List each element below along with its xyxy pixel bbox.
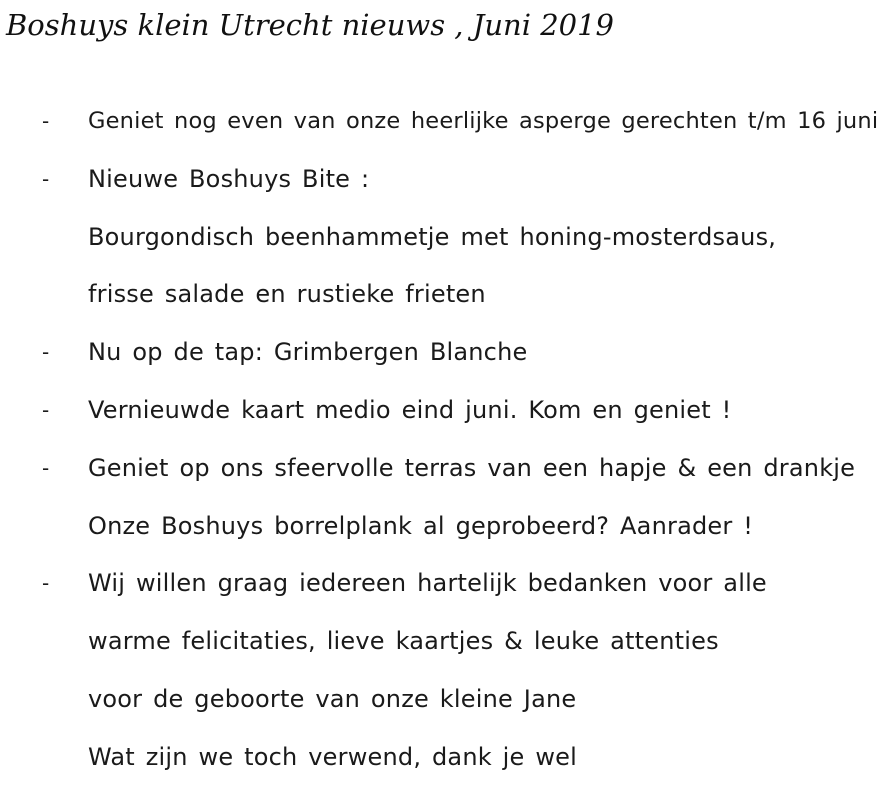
news-line-text: Bourgondisch beenhammetje met honing-mosterdsaus,: [88, 222, 777, 251]
bullet-dash: -: [42, 397, 50, 422]
news-line: [0, 498, 896, 556]
bullet-dash: -: [42, 166, 50, 191]
news-line-text: frisse salade en rustieke frieten: [88, 280, 486, 309]
news-line-text: warme felicitaties, lieve kaartjes & leuke attenties: [88, 627, 719, 656]
news-line: [0, 613, 896, 671]
news-list: [0, 93, 896, 787]
news-line-text: Wat zijn we toch verwend, dank je wel: [88, 742, 578, 771]
news-line-text: voor de geboorte van onze kleine Jane: [88, 684, 577, 713]
news-line: [0, 93, 896, 151]
news-line-text: Nu op de tap: Grimbergen Blanche: [88, 338, 528, 367]
news-line-text: Wij willen graag iedereen hartelijk bedanken voor alle: [88, 569, 767, 598]
news-line: [0, 729, 896, 787]
news-line: [0, 209, 896, 267]
news-line-text: Geniet nog even van onze heerlijke asperge gerechten t/m 16 juni: [88, 108, 879, 134]
news-line: [0, 324, 896, 382]
news-line-text: Vernieuwde kaart medio eind juni. Kom en geniet !: [88, 395, 732, 424]
news-line-text: Onze Boshuys borrelplank al geprobeerd? Aanrader !: [88, 511, 754, 540]
newsletter-title: Boshuys klein Utrecht nieuws , Juni 2019: [6, 8, 615, 42]
news-line-text: Nieuwe Boshuys Bite :: [88, 164, 370, 193]
bullet-dash: -: [42, 109, 50, 133]
news-line: [0, 266, 896, 324]
bullet-dash: -: [42, 340, 50, 365]
news-line: [0, 671, 896, 729]
news-line-text: Geniet op ons sfeervolle terras van een hapje & een drankje: [88, 453, 856, 482]
bullet-dash: -: [42, 571, 50, 596]
bullet-dash: -: [42, 455, 50, 480]
news-line: [0, 151, 896, 209]
news-line: [0, 555, 896, 613]
news-line: [0, 382, 896, 440]
news-line: [0, 440, 896, 498]
